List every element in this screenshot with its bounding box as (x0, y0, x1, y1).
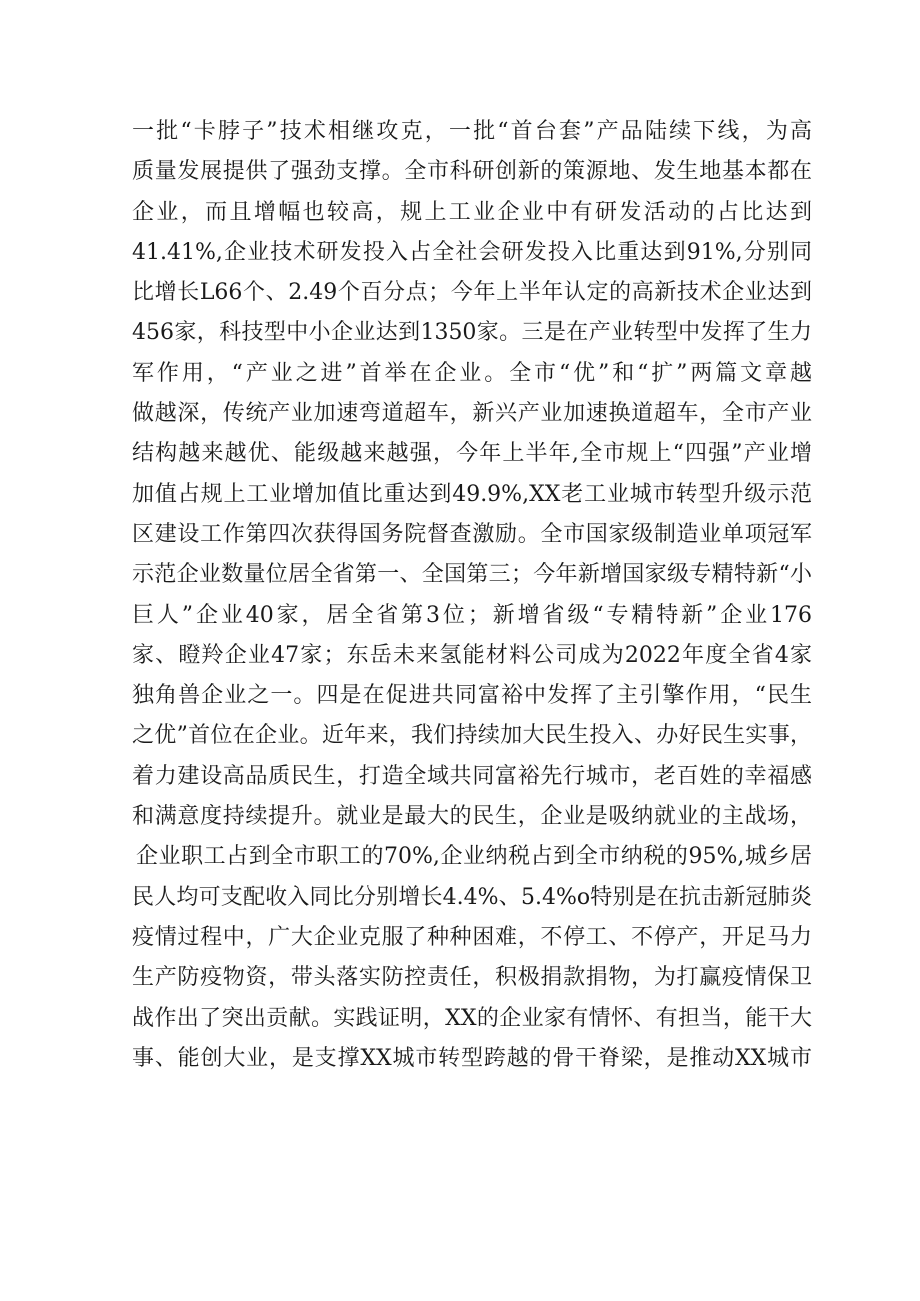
text-line: 做越深，传统产业加速弯道超车，新兴产业加速换道超车，全市产业 (132, 401, 812, 427)
text-line: 事、能创大业，是支撑XX城市转型跨越的骨干脊梁，是推动XX城市 (132, 1045, 812, 1071)
text-line: 军作用，“产业之进”首举在企业。全市“优”和“扩”两篇文章越 (132, 360, 812, 386)
text-line: 战作出了突出贡献。实践证明，XX的企业家有情怀、有担当，能干大 (132, 1005, 812, 1031)
text-line: 示范企业数量位居全省第一、全国第三；今年新增国家级专精特新“小 (132, 562, 812, 588)
text-line: 区建设工作第四次获得国务院督查激励。全市国家级制造业单项冠军 (132, 521, 812, 547)
text-line: 41.41%,企业技术研发投入占全社会研发投入比重达到91%,分别同 (132, 239, 812, 265)
text-line: 一批“卡脖子”技术相继攻克，一批“首台套”产品陆续下线，为高 (132, 119, 812, 144)
text-line: 之优”首位在企业。近年来，我们持续加大民生投入、办好民生实事， (132, 723, 812, 749)
text-line: 456家，科技型中小企业达到1350家。三是在产业转型中发挥了生力 (132, 320, 812, 346)
text-line: 企业，而且增幅也较高，规上工业企业中有研发活动的占比达到 (132, 199, 812, 225)
body-paragraph (132, 112, 812, 1079)
text-line: 质量发展提供了强劲支撑。全市科研创新的策源地、发生地基本都在 (132, 159, 812, 185)
text-line: 独角兽企业之一。四是在促进共同富裕中发挥了主引擎作用，“民生 (132, 683, 812, 709)
text-line: 比增长L66个、2.49个百分点；今年上半年认定的高新技术企业达到 (132, 280, 812, 306)
text-line: 加值占规上工业增加值比重达到49.9%,XX老工业城市转型升级示范 (132, 481, 812, 507)
text-line: 疫情过程中，广大企业克服了种种困难，不停工、不停产，开足马力 (132, 924, 812, 950)
text-line: 企业职工占到全市职工的70%,企业纳税占到全市纳税的95%,城乡居 (136, 844, 812, 870)
text-line: 民人均可支配收入同比分别增长4.4%、5.4%o特别是在抗击新冠肺炎 (132, 884, 812, 910)
text-line: 家、瞪羚企业47家；东岳未来氢能材料公司成为2022年度全省4家 (132, 642, 812, 668)
text-line: 生产防疫物资，带头落实防控责任，积极捐款捐物，为打赢疫情保卫 (132, 965, 812, 991)
text-line: 着力建设高品质民生，打造全域共同富裕先行城市，老百姓的幸福感 (132, 763, 812, 789)
text-line: 和满意度持续提升。就业是最大的民生，企业是吸纳就业的主战场， (132, 804, 812, 830)
text-line: 巨人”企业40家，居全省第3位；新增省级“专精特新”企业176 (132, 602, 812, 628)
text-line: 结构越来越优、能级越来越强，今年上半年,全市规上“四强”产业增 (132, 441, 812, 467)
